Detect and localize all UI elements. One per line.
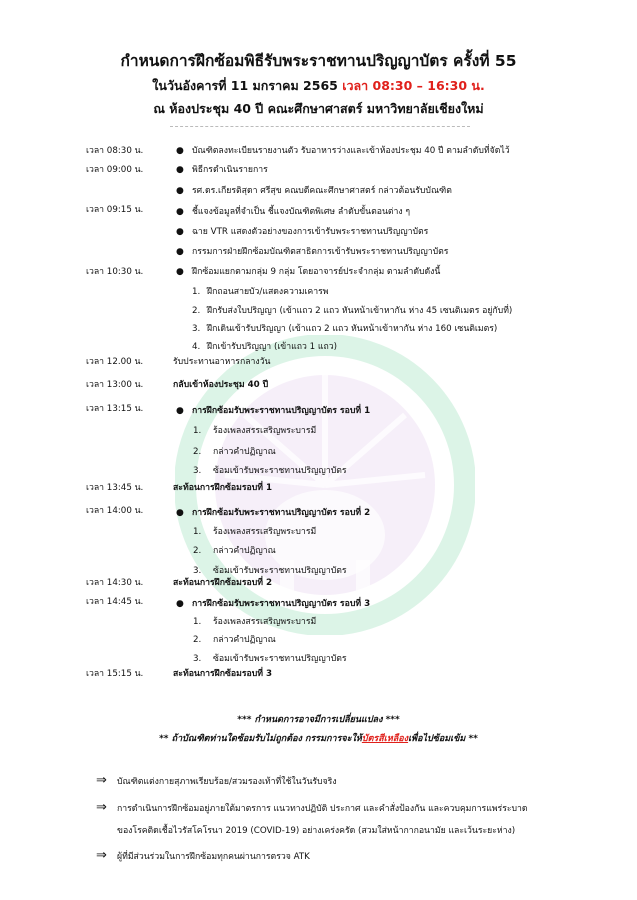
item-0915a: ชี้แจงข้อมูลที่จำเป็น ชี้แจงบัณฑิตพิเศษ ลำดับขั้นตอนต่าง ๆ	[192, 207, 411, 217]
footer-item: ผู้ที่มีส่วนร่วมในการฝึกซ้อมทุกคนผ่านการตรวจ ATK	[117, 852, 310, 862]
list-number: 2.	[192, 306, 201, 316]
yellow-card-notice	[0, 731, 637, 745]
venue-line: ณ ห้องประชุม 40 ปี คณะศึกษาศาสตร์ มหาวิทยาลัยเชียงใหม่	[153, 101, 484, 116]
date-line	[0, 76, 637, 96]
arrow-right-icon: ⇒	[96, 773, 107, 788]
item-1445: การฝึกซ้อมรับพระราชทานปริญญาบัตร รอบที่ 3	[192, 599, 371, 609]
list-number: 3.	[192, 324, 201, 334]
divider	[170, 126, 470, 127]
list-number: 1.	[193, 617, 202, 627]
item-1200: รับประทานอาหารกลางวัน	[173, 357, 271, 367]
yellow-card-text: บัตรสีเหลือง	[361, 734, 409, 744]
list-number: 1.	[192, 287, 201, 297]
list-item: ฝึกเข้ารับปริญญา (เข้าแถว 1 แถว)	[207, 342, 338, 352]
list-number: 1.	[193, 426, 202, 436]
time-1300: เวลา 13:00 น.	[86, 380, 144, 390]
list-item: ร้องเพลงสรรเสริญพระบารมี	[213, 426, 317, 436]
notice-text-pre: ** ถ้าบัณฑิตท่านใดซ้อมรับไม่ถูกต้อง กรรมการจะให้	[159, 734, 362, 744]
bullet: ●	[176, 207, 184, 217]
item-1430: สะท้อนการฝึกซ้อมรอบที่ 2	[173, 578, 273, 588]
list-item: ร้องเพลงสรรเสริญพระบารมี	[213, 527, 317, 537]
list-item: กล่าวคำปฏิญาณ	[213, 635, 276, 645]
list-number: 2.	[193, 447, 202, 457]
item-0915b: ฉาย VTR แสดงตัวอย่างของการเข้ารับพระราชทานปริญญาบัตร	[192, 227, 429, 237]
bullet: ●	[176, 146, 184, 156]
time-1030: เวลา 10:30 น.	[86, 267, 144, 277]
time-1345: เวลา 13:45 น.	[86, 483, 144, 493]
item-1400: การฝึกซ้อมรับพระราชทานปริญญาบัตร รอบที่ 2	[192, 508, 371, 518]
list-item: ซ้อมเข้ารับพระราชทานปริญญาบัตร	[213, 566, 347, 576]
bullet: ●	[176, 165, 184, 175]
time-1430: เวลา 14:30 น.	[86, 578, 144, 588]
list-item: ฝึกถอนสายบัว/แสดงความเคารพ	[207, 287, 329, 297]
list-number: 2.	[193, 546, 202, 556]
bullet: ●	[176, 227, 184, 237]
item-0915c: กรรมการฝ่ายฝึกซ้อมบัณฑิตสาธิตการเข้ารับพระราชทานปริญญาบัตร	[192, 247, 449, 257]
bullet: ●	[176, 247, 184, 257]
list-item: ซ้อมเข้ารับพระราชทานปริญญาบัตร	[213, 654, 347, 664]
list-item: ซ้อมเข้ารับพระราชทานปริญญาบัตร	[213, 466, 347, 476]
time-range: เวลา 08:30 – 16:30 น.	[342, 78, 485, 93]
page-title: กำหนดการฝึกซ้อมพิธีรับพระราชทานปริญญาบัตร ครั้งที่ 55	[120, 52, 517, 70]
list-number: 3.	[193, 654, 202, 664]
item-1315: การฝึกซ้อมรับพระราชทานปริญญาบัตร รอบที่ 1	[192, 406, 371, 416]
time-0830: เวลา 08:30 น.	[86, 146, 144, 156]
item-0830: บัณฑิตลงทะเบียนรายงานตัว รับอาหารว่างและเข้าห้องประชุม 40 ปี ตามลำดับที่จัดไว้	[192, 146, 510, 156]
time-1200: เวลา 12.00 น.	[86, 357, 144, 367]
list-item: กล่าวคำปฏิญาณ	[213, 447, 276, 457]
list-number: 1.	[193, 527, 202, 537]
list-item: ฝึกรับส่งใบปริญญา (เข้าแถว 2 แถว หันหน้าเข้าหากัน ห่าง 45 เซนติเมตร อยู่กับที่)	[207, 306, 513, 316]
list-number: 4.	[192, 342, 201, 352]
item-1300: กลับเข้าห้องประชุม 40 ปี	[173, 380, 269, 390]
footer-item-continued: ของโรคติดเชื้อไวรัสโคโรนา 2019 (COVID-19) อย่างเคร่งครัด (สวมใส่หน้ากากอนามัย และเว้นระยะห่าง)	[117, 826, 516, 836]
list-number: 3.	[193, 566, 202, 576]
footer-item: การดำเนินการฝึกซ้อมอยู่ภายใต้มาตรการ แนวทางปฏิบัติ ประกาศ และคำสั่งป้องกัน และควบคุมการแพร่ระบาด	[117, 804, 528, 814]
bullet: ●	[176, 267, 184, 277]
footer-item: บัณฑิตแต่งกายสุภาพเรียบร้อย/สวมรองเท้าที่ใช้ในวันรับจริง	[117, 777, 337, 787]
notice-text-post: เพื่อไปซ้อมเข้ม **	[408, 734, 478, 744]
item-0900b: รศ.ดร.เกียรติสุดา ศรีสุข คณบดีคณะศึกษาศาสตร์ กล่าวต้อนรับบัณฑิต	[192, 186, 452, 196]
change-notice: *** กำหนดการอาจมีการเปลี่ยนแปลง ***	[237, 715, 400, 725]
time-0900: เวลา 09:00 น.	[86, 165, 144, 175]
bullet: ●	[176, 186, 184, 196]
list-number: 2.	[193, 635, 202, 645]
bullet: ●	[176, 599, 184, 609]
bullet: ●	[176, 406, 184, 416]
list-item: กล่าวคำปฏิญาณ	[213, 546, 276, 556]
time-1515: เวลา 15:15 น.	[86, 669, 144, 679]
time-1445: เวลา 14:45 น.	[86, 597, 144, 607]
list-number: 3.	[193, 466, 202, 476]
item-0900a: พิธีกรดำเนินรายการ	[192, 165, 268, 175]
time-0915: เวลา 09:15 น.	[86, 205, 144, 215]
arrow-right-icon: ⇒	[96, 848, 107, 863]
date-text: ในวันอังคารที่ 11 มกราคม 2565	[152, 78, 338, 93]
item-1515: สะท้อนการฝึกซ้อมรอบที่ 3	[173, 669, 273, 679]
item-1030: ฝึกซ้อมแยกตามกลุ่ม 9 กลุ่ม โดยอาจารย์ประจำกลุ่ม ตามลำดับดังนี้	[192, 267, 441, 277]
item-1345: สะท้อนการฝึกซ้อมรอบที่ 1	[173, 483, 273, 493]
arrow-right-icon: ⇒	[96, 800, 107, 815]
list-item: ร้องเพลงสรรเสริญพระบารมี	[213, 617, 317, 627]
bullet: ●	[176, 508, 184, 518]
list-item: ฝึกเดินเข้ารับปริญญา (เข้าแถว 2 แถว หันหน้าเข้าหากัน ห่าง 160 เซนติเมตร)	[207, 324, 498, 334]
time-1315: เวลา 13:15 น.	[86, 404, 144, 414]
time-1400: เวลา 14:00 น.	[86, 506, 144, 516]
